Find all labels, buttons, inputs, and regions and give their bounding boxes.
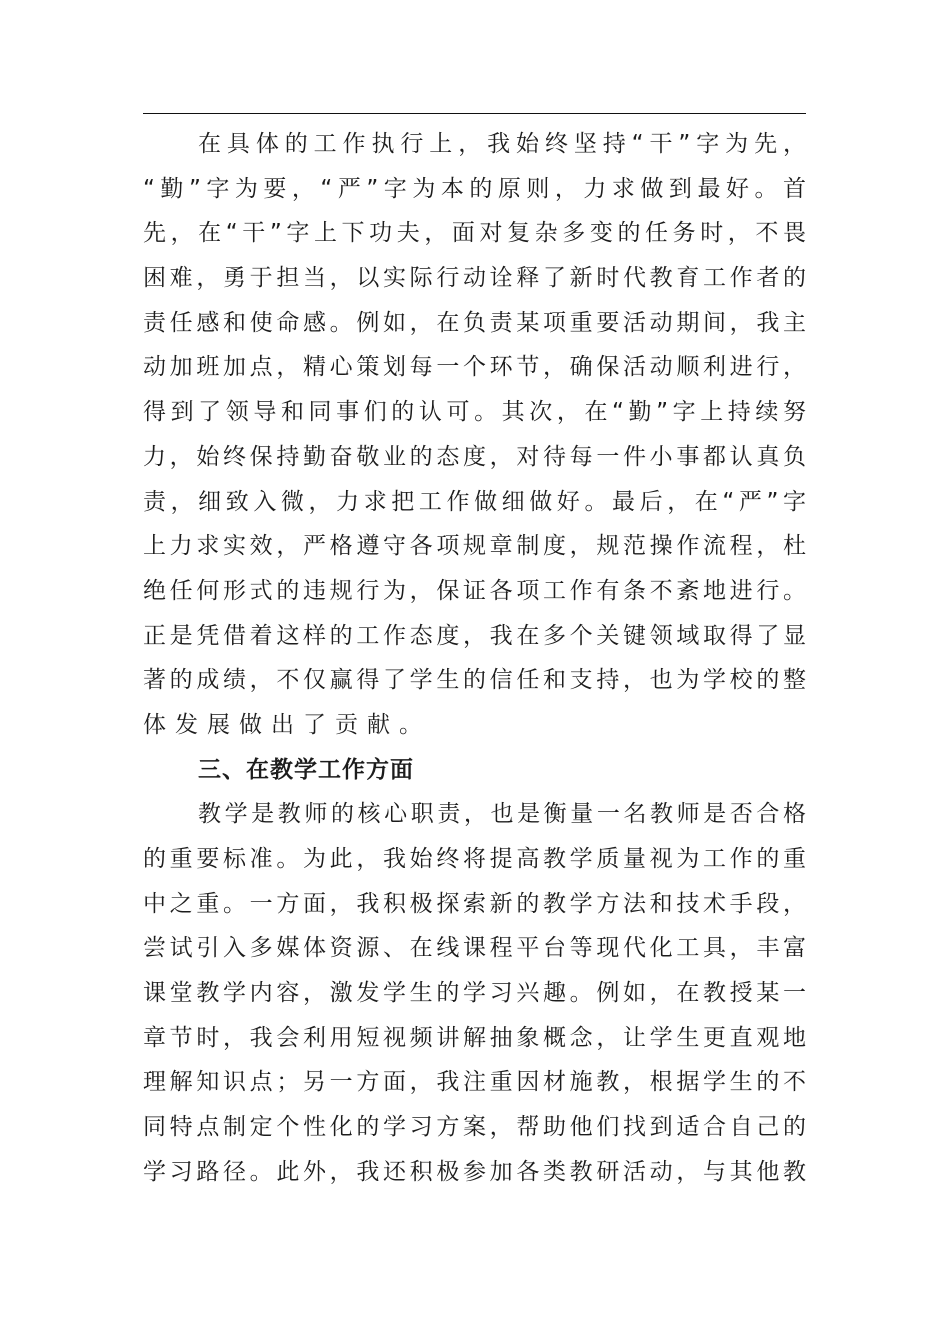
text-line: 动加班加点，精心策划每一个环节，确保活动顺利进行， (143, 354, 806, 381)
text-line: “勤”字为要，“严”字为本的原则，力求做到最好。首 (143, 175, 806, 202)
text-line: 学习路径。此外，我还积极参加各类教研活动，与其他教 (143, 1158, 806, 1185)
text-line: 同特点制定个性化的学习方案，帮助他们找到适合自己的 (143, 1114, 806, 1141)
text-line: 困难，勇于担当，以实际行动诠释了新时代教育工作者的 (143, 265, 806, 292)
text-line: 上力求实效，严格遵守各项规章制度，规范操作流程，杜 (143, 533, 806, 560)
text-line: 课堂教学内容，激发学生的学习兴趣。例如，在教授某一 (143, 980, 806, 1007)
text-line: 绝任何形式的违规行为，保证各项工作有条不紊地进行。 (143, 577, 806, 604)
text-line: 体发展做出了贡献。 (143, 711, 431, 738)
section-heading: 三、在教学工作方面 (198, 756, 414, 783)
text-line: 责任感和使命感。例如，在负责某项重要活动期间，我主 (143, 309, 806, 336)
text-line: 理解知识点；另一方面，我注重因材施教，根据学生的不 (143, 1069, 806, 1096)
text-line: 章节时，我会利用短视频讲解抽象概念，让学生更直观地 (143, 1024, 806, 1051)
text-line: 先，在“干”字上下功夫，面对复杂多变的任务时，不畏 (143, 220, 806, 247)
text-line: 教学是教师的核心职责，也是衡量一名教师是否合格 (198, 801, 806, 828)
paragraph-work-execution (143, 122, 806, 748)
text-line: 正是凭借着这样的工作态度，我在多个关键领域取得了显 (143, 622, 806, 649)
text-line: 责，细致入微，力求把工作做细做好。最后，在“严”字 (143, 488, 806, 515)
text-line: 在具体的工作执行上，我始终坚持“干”字为先， (198, 131, 806, 157)
paragraph-teaching-work (143, 792, 806, 1194)
text-line: 得到了领导和同事们的认可。其次，在“勤”字上持续努 (143, 399, 806, 426)
document-body (143, 122, 806, 1195)
text-line: 力，始终保持勤奋敬业的态度，对待每一件小事都认真负 (143, 443, 806, 470)
text-line: 中之重。一方面，我积极探索新的教学方法和技术手段， (143, 890, 806, 917)
text-line: 的重要标准。为此，我始终将提高教学质量视为工作的重 (143, 846, 806, 872)
header-rule (143, 113, 806, 114)
text-line: 尝试引入多媒体资源、在线课程平台等现代化工具，丰富 (143, 935, 806, 962)
text-line: 著的成绩，不仅赢得了学生的信任和支持，也为学校的整 (143, 667, 806, 694)
